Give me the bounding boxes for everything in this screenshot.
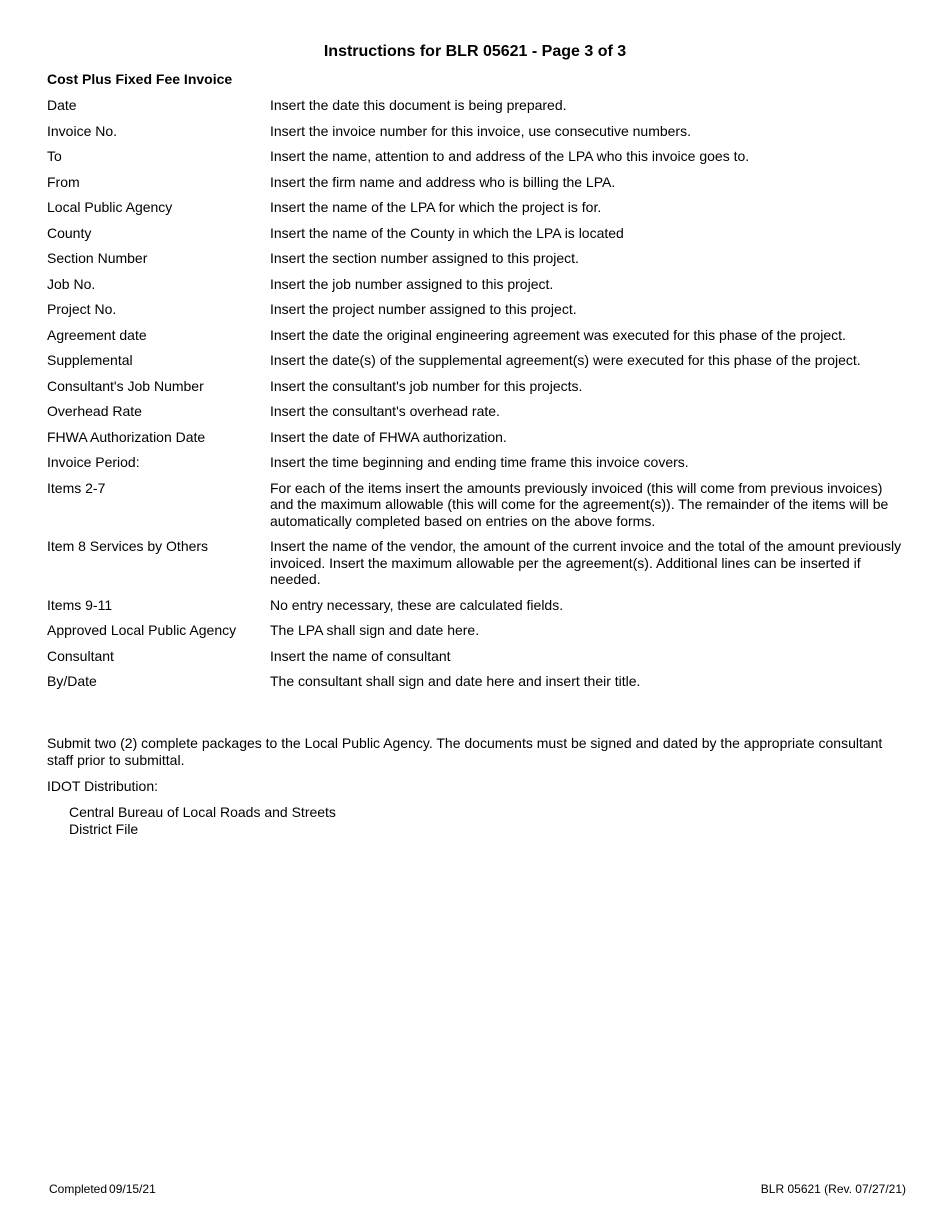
instruction-row [47,97,907,114]
field-instruction: Insert the invoice number for this invoice, use consecutive numbers. [270,122,691,139]
field-label: Items 9-11 [47,596,113,613]
instruction-row [47,225,907,242]
instruction-row [47,538,907,588]
field-label: Supplemental [47,352,133,368]
distribution-list [69,804,336,837]
field-instruction: Insert the time beginning and ending time frame this invoice covers. [270,454,689,470]
field-instruction: Insert the date the original engineering agreement was executed for this phase of the project. [270,326,846,343]
submission-instructions: Submit two (2) complete packages to the Local Public Agency. The documents must be signed and dated by the appropriate consultant staff prior to submittal. [47,735,883,768]
field-label: FHWA Authorization Date [47,428,206,445]
distribution-item: District File [69,820,139,837]
field-label: Overhead Rate [47,403,142,419]
field-label: Consultant's Job Number [47,377,204,394]
field-label: Date [47,97,77,113]
field-label: Invoice Period: [47,454,140,470]
instruction-list [47,97,907,699]
field-instruction: Insert the name of the LPA for which the project is for. [270,199,602,215]
instruction-row [47,429,907,446]
instruction-row [47,403,907,420]
instruction-row [47,301,907,318]
field-label: Invoice No. [47,122,118,139]
field-label: Job No. [47,275,96,292]
field-instruction: The LPA shall sign and date here. [270,622,480,638]
field-label: Local Public Agency [47,199,173,215]
field-instruction: Insert the name of consultant [270,647,451,664]
field-label: From [47,173,80,190]
distribution-item: Central Bureau of Local Roads and Streets [69,804,336,820]
instruction-row [47,480,907,530]
field-instruction: Insert the job number assigned to this project. [270,275,554,292]
field-instruction: Insert the project number assigned to this project. [270,301,577,317]
field-label: To [47,148,62,164]
instruction-row [47,327,907,344]
field-instruction: No entry necessary, these are calculated fields. [270,596,564,613]
field-label: Approved Local Public Agency [47,622,237,638]
field-instruction: For each of the items insert the amounts previously invoiced (this will come from previous invoices) and the maximum allowable (this will come for the agreement(s)). The remainder of the items will be automatically completed based on entries on the above forms. [270,479,889,529]
field-instruction: Insert the date this document is being prepared. [270,97,567,113]
field-instruction: Insert the firm name and address who is billing the LPA. [270,173,616,190]
instruction-row [47,622,907,639]
field-label: Project No. [47,301,117,317]
field-instruction: Insert the name of the vendor, the amount of the current invoice and the total of the amount previously invoiced. Insert the maximum allowable per the agreement(s). Additional lines can be inserted if needed. [270,538,902,587]
instruction-row [47,378,907,395]
field-instruction: Insert the section number assigned to this project. [270,250,579,266]
field-instruction: Insert the consultant's overhead rate. [270,403,500,419]
instruction-row [47,673,907,690]
section-heading: Cost Plus Fixed Fee Invoice [47,71,233,87]
instruction-row [47,352,907,369]
field-label: County [47,224,92,241]
field-label: Section Number [47,250,148,266]
field-instruction: Insert the name, attention to and address of the LPA who this invoice goes to. [270,148,750,164]
instruction-row [47,148,907,165]
field-label: Item 8 Services by Others [47,538,209,554]
field-label: Items 2-7 [47,479,106,496]
instruction-row [47,276,907,293]
distribution-label: IDOT Distribution: [47,778,158,794]
instruction-row [47,174,907,191]
field-label: Consultant [47,647,114,664]
field-instruction: Insert the name of the County in which the LPA is located [270,224,624,241]
instruction-row [47,454,907,471]
field-instruction: Insert the date of FHWA authorization. [270,428,507,445]
field-instruction: The consultant shall sign and date here and insert their title. [270,673,641,689]
instruction-row [47,648,907,665]
instruction-row [47,199,907,216]
field-instruction: Insert the date(s) of the supplemental agreement(s) were executed for this phase of the project. [270,352,861,368]
footer-completed [49,1182,156,1197]
field-label: By/Date [47,673,97,689]
instruction-row [47,597,907,614]
field-label: Agreement date [47,326,147,343]
form-id: BLR 05621 (Rev. 07/27/21) [760,1182,906,1196]
field-instruction: Insert the consultant's job number for this projects. [270,377,583,394]
instruction-row [47,123,907,140]
page-title: Instructions for BLR 05621 - Page 3 of 3 [323,43,627,60]
instruction-row [47,250,907,267]
completed-label: Completed [49,1182,108,1196]
completed-date: 09/15/21 [109,1182,156,1196]
